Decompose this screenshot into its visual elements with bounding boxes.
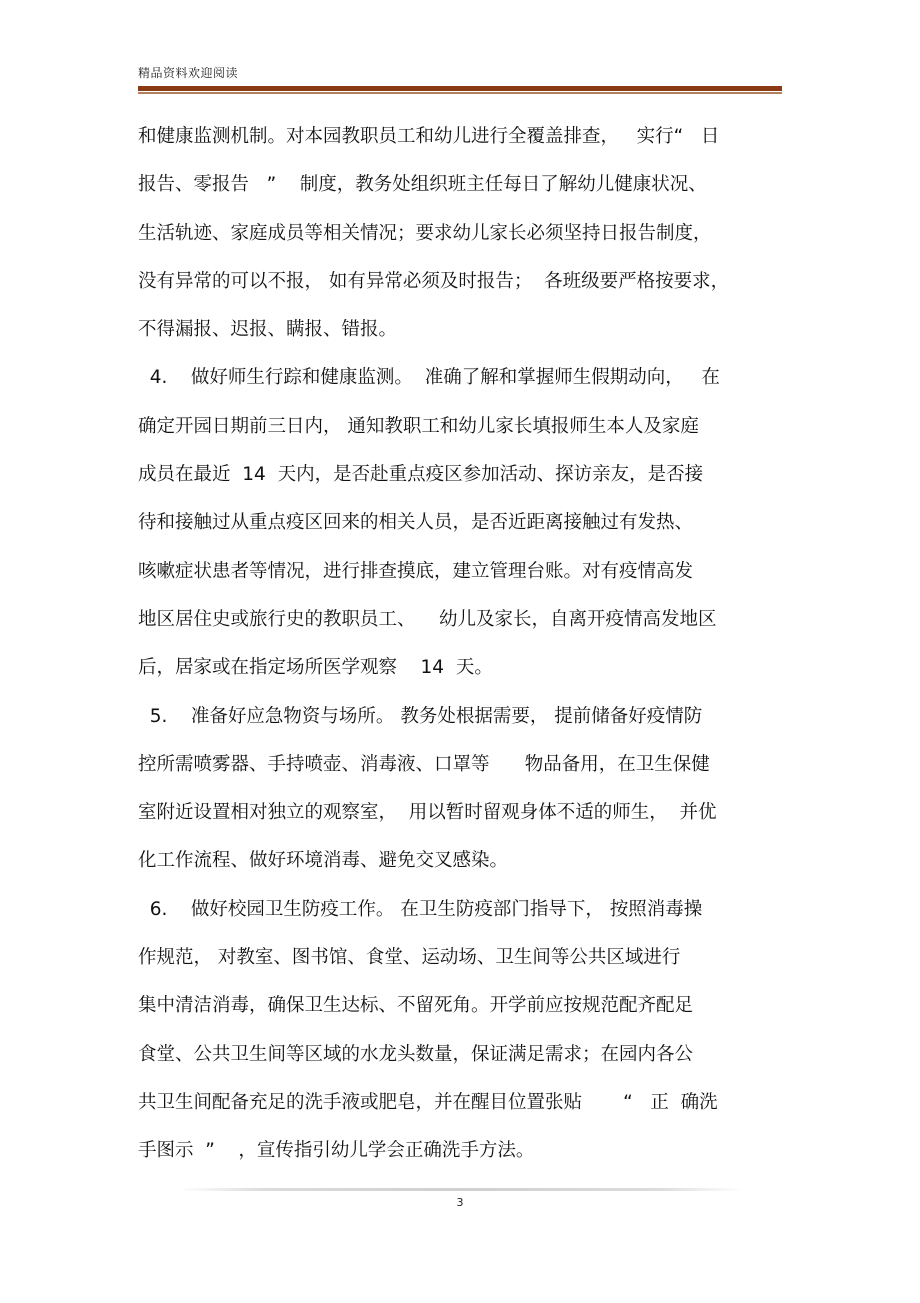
- text-line: 6. 做好校园卫生防疫工作。 在卫生防疫部门指导下， 按照消毒操: [138, 898, 703, 920]
- text-line: 确定开园日期前三日内， 通知教职工和幼儿家长填报师生本人及家庭: [138, 415, 699, 437]
- text-line: 5. 准备好应急物资与场所。 教务处根据需要， 提前储备好疫情防: [138, 705, 703, 727]
- header-divider: [138, 86, 782, 91]
- text-line: 咳嗽症状患者等情况，进行排查摸底，建立管理台账。对有疫情高发: [138, 560, 694, 582]
- text-line: 控所需喷雾器、手持喷壶、消毒液、口罩等 物品备用，在卫生保健: [138, 753, 710, 775]
- text-line: 不得漏报、迟报、瞒报、错报。: [138, 319, 398, 341]
- text-line: 待和接触过从重点疫区回来的相关人员，是否近距离接触过有发热、: [138, 512, 694, 534]
- page-number: 3: [456, 1196, 464, 1209]
- text-line: 化工作流程、做好环境消毒、避免交叉感染。: [138, 850, 509, 872]
- text-line: 后，居家或在指定场所医学观察 14 天。: [138, 657, 493, 679]
- header-divider-thin: [138, 92, 782, 94]
- text-line: 报告、零报告 ” 制度，教务处组织班主任每日了解幼儿健康状况、: [138, 174, 707, 196]
- text-line: 手图示 ” ，宣传指引幼儿学会正确洗手方法。: [138, 1140, 535, 1162]
- text-line: 地区居住史或旅行史的教职员工、 幼儿及家长，自离开疫情高发地区: [138, 608, 717, 630]
- text-line: 4. 做好师生行踪和健康监测。 准确了解和掌握师生假期动向， 在: [138, 367, 720, 389]
- page-header-title: 精品资料欢迎阅读: [138, 66, 239, 80]
- document-body: [138, 121, 782, 1184]
- text-line: 集中清洁消毒，确保卫生达标、不留死角。开学前应按规范配齐配足: [138, 995, 694, 1017]
- text-line: 没有异常的可以不报， 如有异常必须及时报告； 各班级要严格按要求，: [138, 270, 730, 292]
- text-line: 食堂、公共卫生间等区域的水龙头数量，保证满足需求；在园内各公: [138, 1043, 694, 1065]
- text-line: 和健康监测机制。对本园教职员工和幼儿进行全覆盖排查， 实行“ 日: [138, 126, 720, 147]
- text-line: 成员在最近 14 天内，是否赴重点疫区参加活动、探访亲友，是否接: [138, 464, 704, 486]
- footer-divider: [178, 1188, 743, 1191]
- text-line: 作规范， 对教室、图书馆、食堂、运动场、卫生间等公共区域进行: [138, 947, 681, 969]
- text-line: 生活轨迹、家庭成员等相关情况；要求幼儿家长必须坚持日报告制度，: [138, 222, 712, 244]
- text-line: 共卫生间配备充足的洗手液或肥皂，并在醒目位置张贴 “ 正 确洗: [138, 1091, 718, 1113]
- text-line: 室附近设置相对独立的观察室， 用以暂时留观身体不适的师生， 并优: [138, 802, 717, 824]
